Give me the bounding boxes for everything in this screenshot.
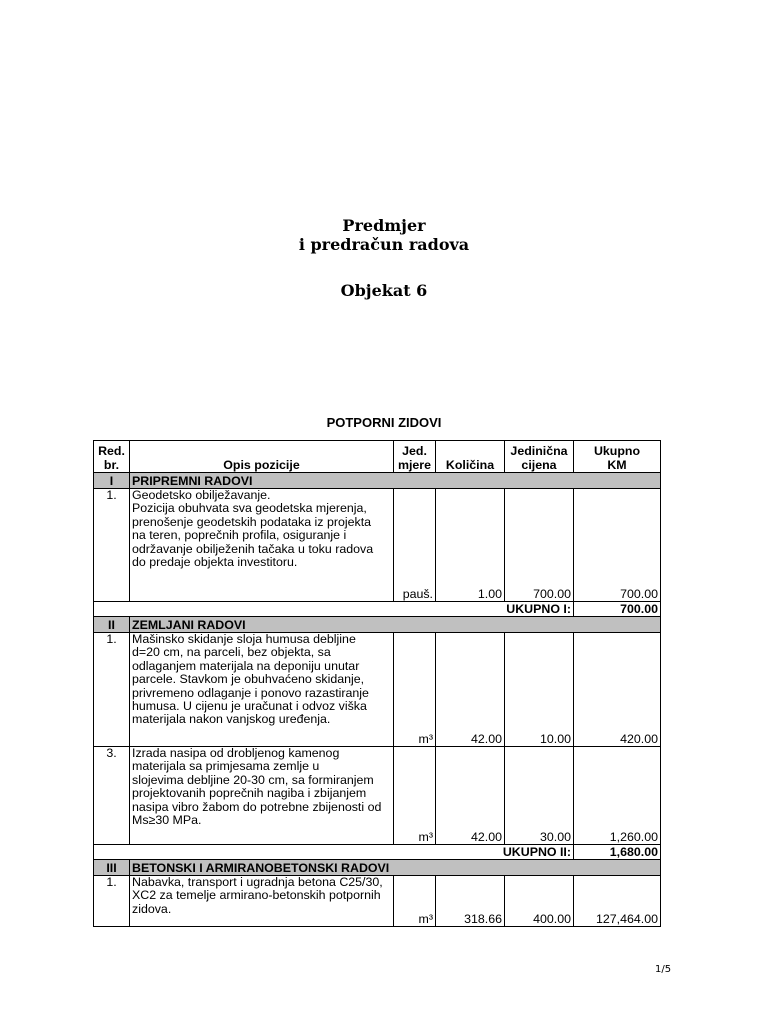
table-header-row [94,441,661,473]
item-number: 1. [94,876,130,927]
item-total: 700.00 [574,489,661,602]
item-number: 3. [94,747,130,845]
document-subtitle: i predračun radova [298,235,470,254]
item-total: 1,260.00 [574,747,661,845]
item-number: 1. [94,633,130,747]
table-row [94,747,661,845]
group-header-row [94,617,661,633]
group-title: BETONSKI I ARMIRANOBETONSKI RADOVI [130,860,661,876]
item-quantity: 42.00 [436,747,505,845]
group-total-row [94,602,661,617]
group-number: I [94,473,130,489]
group-title: PRIPREMNI RADOVI [130,473,661,489]
group-header-row [94,860,661,876]
group-number: III [94,860,130,876]
item-unit-price: 10.00 [505,633,574,747]
col-header-kolicina: Količina [436,441,505,473]
item-unit-price: 30.00 [505,747,574,845]
item-unit-price: 700.00 [505,489,574,602]
group-total-row [94,845,661,860]
item-description: Geodetsko obilježavanje. Pozicija obuhvata sva geodetska mjerenja, prenošenje geodetskih podataka iz projekta na teren, poprečnih profila, osiguranje i održavanje obilježenih tačaka u toku radova do predaje objekta investitoru. [130,489,394,602]
item-number: 1. [94,489,130,602]
table-row [94,489,661,602]
item-total: 420.00 [574,633,661,747]
section-title: POTPORNI ZIDOVI [326,415,442,430]
table-row [94,633,661,747]
item-quantity: 318.66 [436,876,505,927]
col-header-red-br: Red. br. [94,441,130,473]
page-number: 1/5 [655,964,672,975]
item-unit: m³ [394,876,436,927]
bill-of-quantities-table [93,440,661,927]
group-total-value: 700.00 [574,602,661,617]
col-header-ukupno: Ukupno KM [574,441,661,473]
item-description: Mašinsko skidanje sloja humusa debljine d=20 cm, na parceli, bez objekta, sa odlaganjem materijala na deponiju unutar parcele. Stavkom je obuhvaćeno skidanje, privremeno odlaganje i ponovo razastiranje humusa. U cijenu je uračunat i odvoz viška materijala nakon vanjskog uređenja. [130,633,394,747]
item-description: Izrada nasipa od drobljenog kamenog materijala sa primjesama zemlje u slojevima debljine 20-30 cm, sa formiranjem projektovanih poprečnih nagiba i zbijanjem nasipa vibro žabom do potrebne zbijenosti od Ms≥30 MPa. [130,747,394,845]
col-header-cijena: Jedinična cijena [505,441,574,473]
object-title: Objekat 6 [340,281,428,300]
col-header-jed-mjere: Jed. mjere [394,441,436,473]
group-number: II [94,617,130,633]
item-unit: m³ [394,747,436,845]
item-unit: pauš. [394,489,436,602]
item-description: Nabavka, transport i ugradnja betona C25/30, XC2 za temelje armirano-betonskih potpornih zidova. [130,876,394,927]
document-title: Predmjer [342,216,426,235]
item-quantity: 42.00 [436,633,505,747]
item-unit-price: 400.00 [505,876,574,927]
item-quantity: 1.00 [436,489,505,602]
item-unit: m³ [394,633,436,747]
table-row [94,876,661,927]
group-total-value: 1,680.00 [574,845,661,860]
group-total-label: UKUPNO I: [94,602,574,617]
group-header-row [94,473,661,489]
group-total-label: UKUPNO II: [94,845,574,860]
col-header-opis: Opis pozicije [130,441,394,473]
group-title: ZEMLJANI RADOVI [130,617,661,633]
item-total: 127,464.00 [574,876,661,927]
